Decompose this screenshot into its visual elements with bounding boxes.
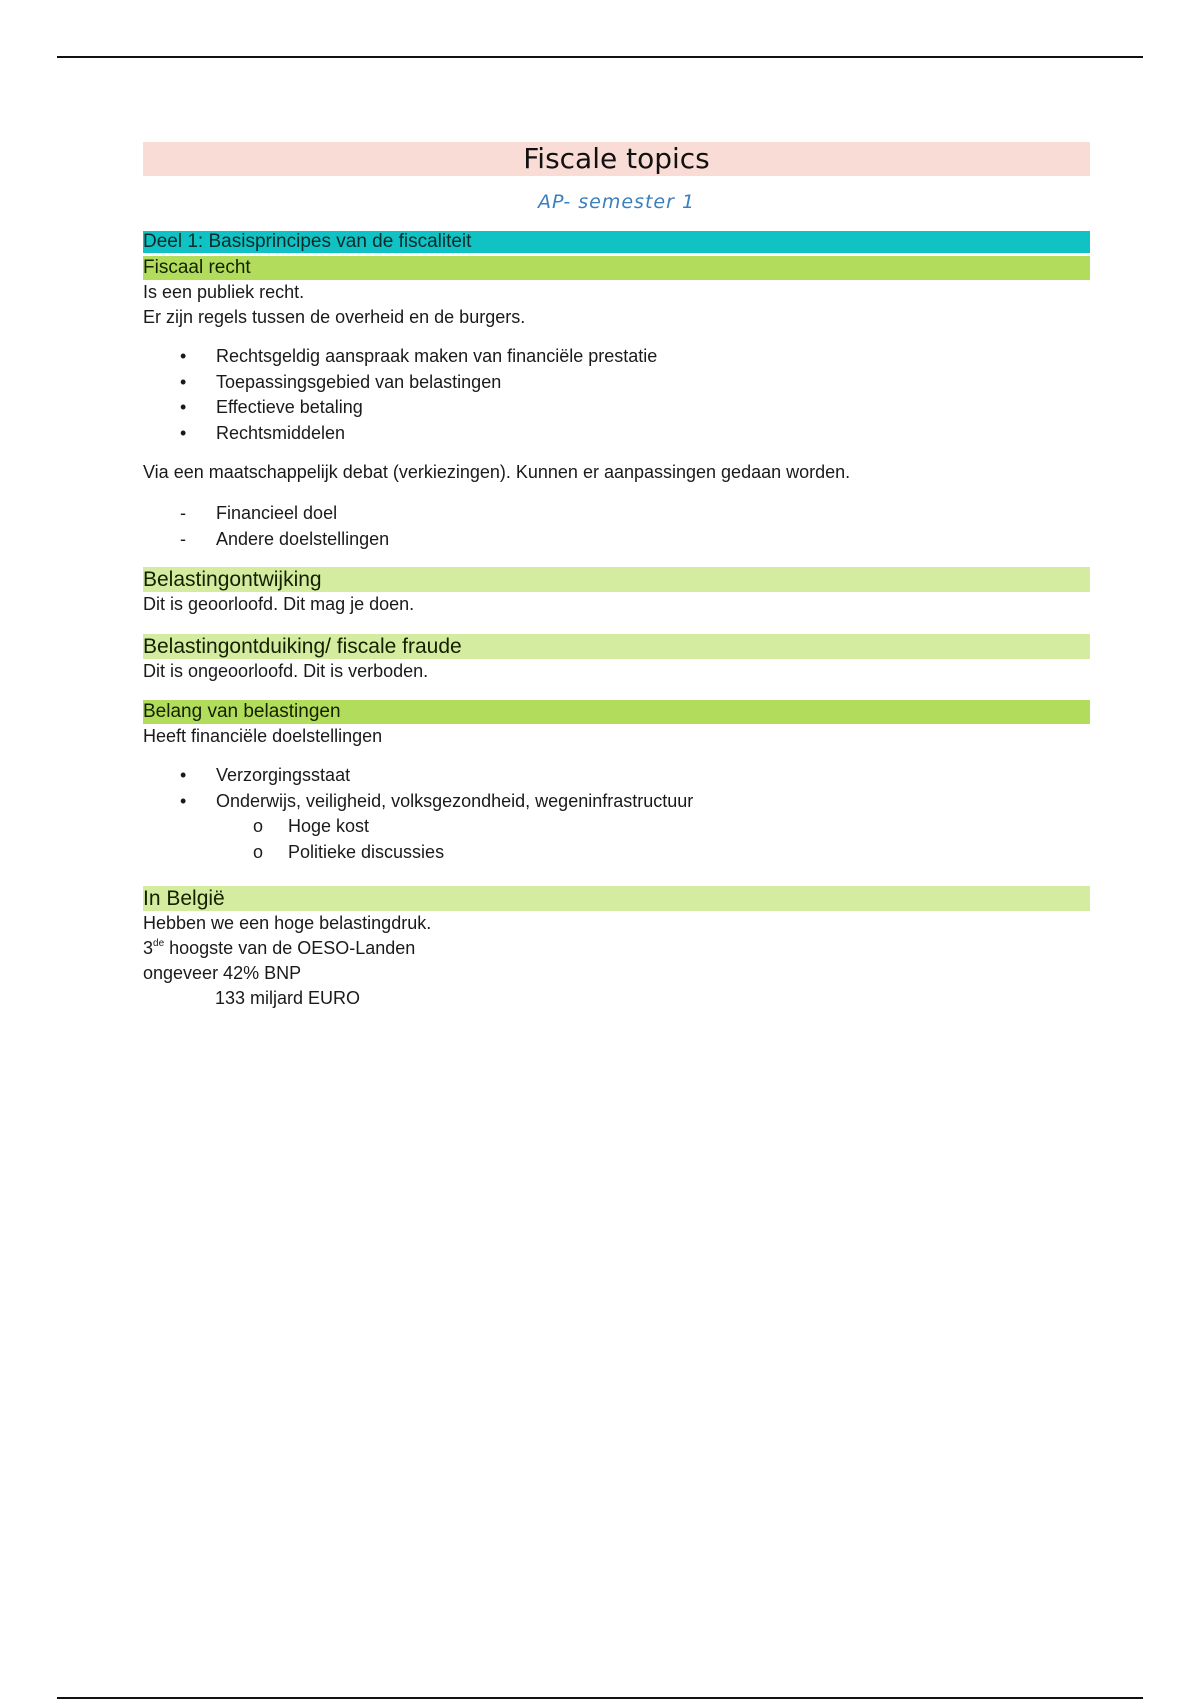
paragraph-line — [143, 936, 1090, 961]
list-item — [143, 501, 1090, 527]
list-item-text: Toepassingsgebied van belastingen — [216, 371, 502, 392]
paragraph-line: Dit is ongeoorloofd. Dit is verboden. — [143, 661, 429, 681]
list-item-text: Financieel doel — [216, 503, 338, 523]
sub-bullet-list — [143, 814, 1090, 865]
footer-rule — [57, 1697, 1143, 1699]
section-heading-fiscaal-recht: Fiscaal recht — [143, 256, 1090, 280]
paragraph-line: Er zijn regels tussen de overheid en de burgers. — [143, 307, 526, 327]
section-heading-in-belgie: In België — [143, 886, 1090, 911]
list-item — [143, 344, 1090, 370]
circle-marker: o — [253, 816, 264, 836]
rank-number: 3 — [143, 938, 154, 958]
bullet-marker: • — [180, 397, 187, 417]
list-item-text: Onderwijs, veiligheid, volksgezondheid, wegeninfrastructuur — [216, 790, 694, 811]
list-item-text: Andere doelstellingen — [216, 528, 390, 549]
circle-marker: o — [253, 841, 264, 862]
list-item-text: Verzorgingsstaat — [216, 765, 351, 785]
section-heading-belastingontwijking: Belastingontwijking — [143, 567, 1090, 592]
list-item — [143, 814, 1090, 840]
list-item-text: Hoge kost — [288, 816, 370, 836]
list-item — [143, 421, 1090, 447]
rank-suffix: de — [153, 938, 165, 949]
paragraph-line: Via een maatschappelijk debat (verkiezingen). Kunnen er aanpassingen gedaan worden. — [143, 462, 851, 482]
document-body — [143, 142, 1090, 1011]
bullet-list — [143, 344, 1090, 446]
list-item — [143, 527, 1090, 553]
list-item — [143, 840, 1090, 866]
list-item-text: Rechtsgeldig aanspraak maken van financiële prestatie — [216, 346, 658, 366]
indented-line: 133 miljard EURO — [215, 988, 361, 1008]
list-item — [143, 763, 1090, 789]
dash-marker: - — [180, 503, 186, 523]
list-item — [143, 370, 1090, 396]
paragraph-line: Heeft financiële doelstellingen — [143, 726, 383, 746]
bullet-marker: • — [180, 790, 187, 811]
section-heading-belang-van-belastingen: Belang van belastingen — [143, 700, 1090, 724]
document-title: Fiscale topics — [143, 142, 1090, 176]
rank-text: hoogste van de OESO-Landen — [164, 938, 416, 958]
bullet-list — [143, 763, 1090, 814]
part-heading: Deel 1: Basisprincipes van de fiscaliteit — [143, 231, 1090, 253]
bullet-marker: • — [180, 346, 187, 366]
paragraph-line: ongeveer 42% BNP — [143, 963, 302, 983]
dash-list — [143, 501, 1090, 552]
paragraph-line: Is een publiek recht. — [143, 282, 305, 302]
bullet-marker: • — [180, 371, 187, 392]
list-item-text: Rechtsmiddelen — [216, 422, 346, 443]
list-item-text: Effectieve betaling — [216, 397, 363, 417]
list-item — [143, 395, 1090, 421]
list-item-text: Politieke discussies — [288, 841, 445, 862]
document-subtitle: AP- semester 1 — [537, 191, 696, 213]
dash-marker: - — [180, 528, 186, 549]
section-heading-belastingontduiking: Belastingontduiking/ fiscale fraude — [143, 634, 1090, 659]
header-rule — [57, 56, 1143, 58]
bullet-marker: • — [180, 765, 187, 785]
bullet-marker: • — [180, 422, 187, 443]
paragraph-line: Dit is geoorloofd. Dit mag je doen. — [143, 594, 415, 614]
paragraph-line: Hebben we een hoge belastingdruk. — [143, 913, 432, 933]
list-item — [143, 789, 1090, 815]
